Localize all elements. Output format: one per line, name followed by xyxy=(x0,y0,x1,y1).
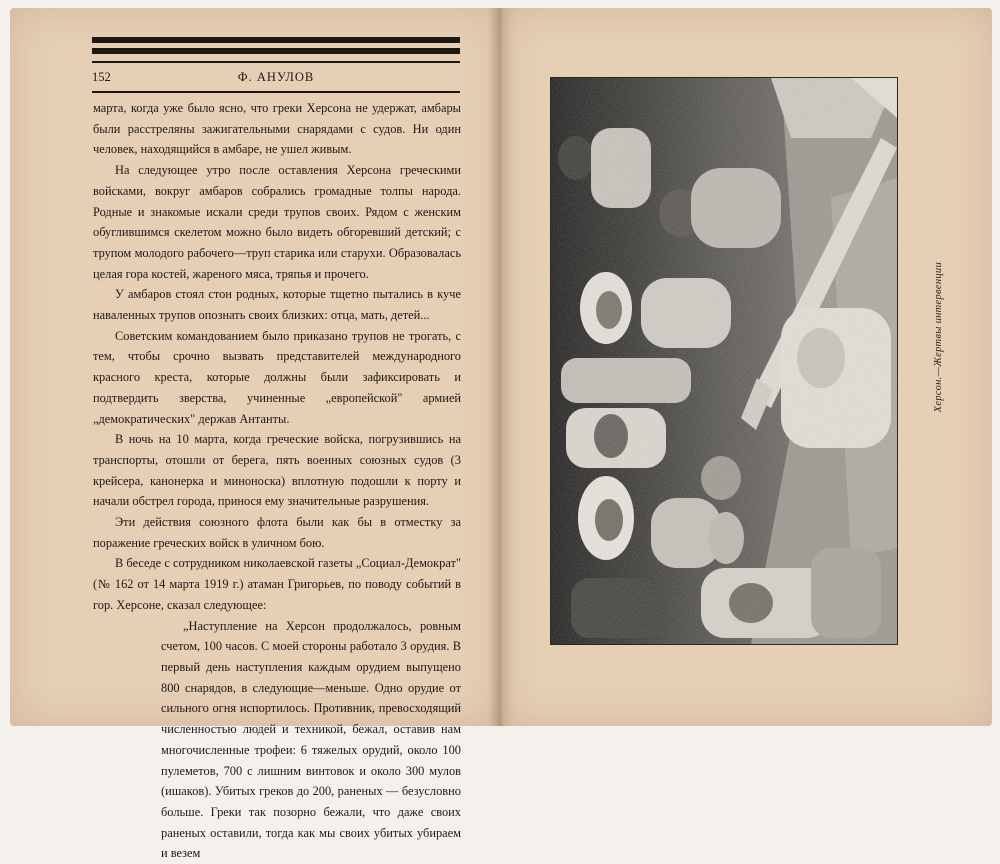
header-rule-thin-1 xyxy=(92,61,460,63)
page-header xyxy=(92,70,460,88)
quote-text: „Наступление на Херсон продолжалось, ровным счетом, 100 часов. С моей стороны работало 3 орудия. В первый день наступления каждым орудием выпущено 800 снарядов, в следующие—меньше. Одно орудие от сильного огня испортилось. Противник, превосходящий численностью людей и техникой, бежал, оставив нам многочисленные трофеи: 6 тяжелых орудий, около 100 пулеметов, 700 с лишним винтовок и около 300 мулов (ишаков). Убитых греков до 200, раненых — безусловно больше. Греки так позорно бежали, что даже своих раненых оставили, тогда как мы своих убитых убираем и везем xyxy=(161,618,461,861)
header-rule-thick-1 xyxy=(92,37,460,43)
book-gutter xyxy=(488,8,514,726)
header-rule-thick-2 xyxy=(92,48,460,54)
paragraph: На следующее утро после оставления Херсона греческими войсками, вокруг амбаров собрались громадные толпы народа. Родные и знакомые искали среди трупов своих. Рядом с женским обуглившимся скелетом можно было видеть обгоревший детский; с трупом молодого рабочего—труп старика или старухи. Образовалась целая гора костей, жареного мяса, тряпья и прочего. xyxy=(93,163,461,281)
running-head: Ф. АНУЛОВ xyxy=(237,70,315,84)
caption-text: Херсон.—Жертвы интервенции xyxy=(933,262,944,413)
paragraph: В беседе с сотрудником николаевской газеты „Социал-Демократ" (№ 162 от 14 марта 1919 г.) атаман Григорьев, по поводу событий в гор. Херсоне, сказал следующее: xyxy=(93,556,461,612)
photo-caption xyxy=(933,262,947,682)
block-quote xyxy=(161,616,461,864)
photo-illustration xyxy=(551,78,897,644)
header-rule-thin-2 xyxy=(92,91,460,93)
paragraph: В ночь на 10 марта, когда греческие войска, погрузившись на транспорты, отошли от берега, пять военных союзных судов (3 крейсера, канонерка и миноноска) вплотную подошли к порту и начали обстрел города, принося ему значительные разрушения. xyxy=(93,432,461,509)
paragraph: У амбаров стоял стон родных, которые тщетно пытались в куче наваленных трупов опознать своих близких: отца, мать, детей... xyxy=(93,287,461,323)
paragraph: Эти действия союзного флота были как бы в отместку за поражение греческих войск в уличном бою. xyxy=(93,515,461,550)
paragraph: Советским командованием было приказано трупов не трогать, с тем, чтобы срочно вызвать представителей международного красного креста, которые должны были зафиксировать и подтвердить зверства, учиненные „европейской" армией „демократических" держав Антанты. xyxy=(93,328,461,426)
page-number: 152 xyxy=(92,70,111,84)
paragraph: марта, когда уже было ясно, что греки Херсона не удержат, амбары были расстреляны зажигательными снарядами с судов. Ни один человек, находящийся в амбаре, не ушел живым. xyxy=(93,101,461,157)
photograph xyxy=(551,78,897,644)
body-text xyxy=(93,98,461,864)
